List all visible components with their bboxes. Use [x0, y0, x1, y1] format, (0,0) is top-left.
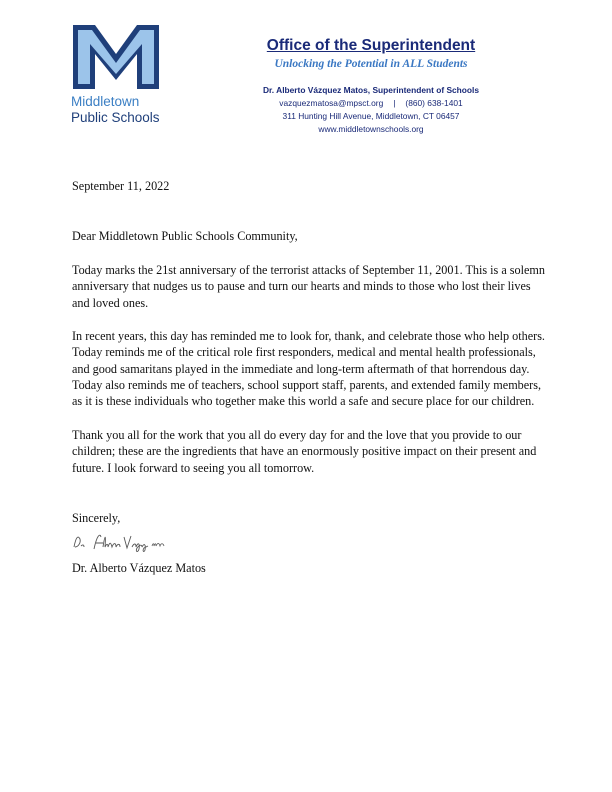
contact-line	[206, 98, 536, 109]
website-link[interactable]: www.middletownschools.org	[318, 124, 424, 134]
paragraph-1: Today marks the 21st anniversary of the terrorist attacks of September 11, 2001. This is a solemn anniversary that nudges us to pause and turn our hearts and minds to those who lost their lives and loved ones.	[72, 263, 545, 310]
closing: Sincerely,	[72, 511, 121, 525]
signer-name: Dr. Alberto Vázquez Matos	[72, 561, 206, 575]
phone-number: (860) 638-1401	[405, 98, 463, 108]
letterhead-header	[206, 36, 536, 135]
logo-wordmark	[71, 94, 181, 125]
logo-m-icon	[71, 22, 161, 92]
contact-separator: |	[393, 98, 396, 108]
logo-line-1: Middletown	[71, 94, 140, 109]
office-title: Office of the Superintendent	[266, 37, 476, 54]
email-link[interactable]: vazquezmatosa@mpsct.org	[279, 98, 384, 108]
letter-date: September 11, 2022	[72, 179, 170, 193]
salutation: Dear Middletown Public Schools Community,	[72, 229, 298, 243]
paragraph-3: Thank you all for the work that you all do every day for and the love that you provide to our children; these are the ingredients that have an enormously positive impact on their present and future. I look forward to seeing you all tomorrow.	[72, 428, 537, 475]
paragraph-2: In recent years, this day has reminded me to look for, thank, and celebrate those who help others. Today reminds me of the critical role first responders, medical and mental health professionals, and good samaritans played in the immediate and long-term aftermath of that horrendous day. Today also reminds me of teachers, school support staff, parents, and extended family members, as it is these individuals who together make this world a safe and secure place for our children.	[72, 329, 545, 409]
logo-line-2: Public Schools	[71, 109, 160, 125]
handwritten-signature	[72, 529, 182, 553]
tagline: Unlocking the Potential in ALL Students	[274, 58, 468, 70]
address: 311 Hunting Hill Avenue, Middletown, CT 06457	[282, 111, 460, 121]
superintendent-name: Dr. Alberto Vázquez Matos, Superintendent of Schools	[262, 85, 480, 95]
